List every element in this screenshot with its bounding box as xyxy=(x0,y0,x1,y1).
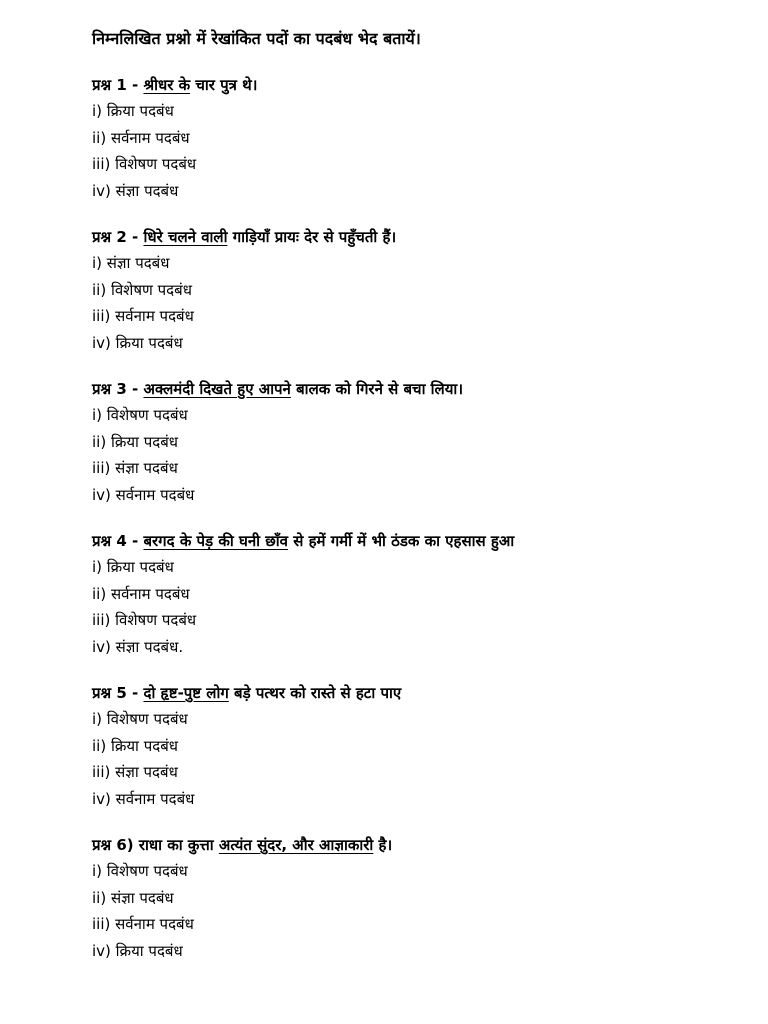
question-6 xyxy=(92,832,742,964)
question-rest: है। xyxy=(373,836,393,854)
underlined-phrase: अत्यंत सुंदर, और आज्ञाकारी xyxy=(218,836,374,854)
underlined-phrase: बरगद के पेड़ की घनी छाँव xyxy=(143,532,288,550)
underlined-phrase: अक्लमंदी दिखते हुए आपने xyxy=(143,380,291,398)
question-rest: बालक को गिरने से बचा लिया। xyxy=(290,380,463,398)
option-3: iii) विशेषण पदबंध xyxy=(92,155,197,173)
question-text xyxy=(92,72,742,98)
option-2: ii) सर्वनाम पदबंध xyxy=(92,584,190,603)
question-text xyxy=(92,680,742,706)
option-1: i) संज्ञा पदबंध xyxy=(92,254,170,272)
option-2: ii) सर्वनाम पदबंध xyxy=(92,128,190,147)
question-prefix: प्रश्न 2 - xyxy=(92,228,144,246)
option-1: i) विशेषण पदबंध xyxy=(92,862,188,880)
question-text xyxy=(92,376,742,402)
option-3: iii) संज्ञा पदबंध xyxy=(92,763,178,781)
underlined-phrase: धिरे चलने वाली xyxy=(143,228,228,246)
question-prefix: प्रश्न 5 - xyxy=(92,684,144,702)
question-rest: बड़े पत्थर को रास्ते से हटा पाए xyxy=(228,684,402,702)
question-5 xyxy=(92,680,742,812)
option-4: iv) संज्ञा पदबंध. xyxy=(92,637,184,656)
option-4: iv) संज्ञा पदबंध xyxy=(92,181,179,200)
question-prefix: प्रश्न 3 - xyxy=(92,380,144,398)
question-1 xyxy=(92,72,742,204)
question-text xyxy=(92,224,742,250)
question-text xyxy=(92,832,742,858)
option-2: ii) क्रिया पदबंध xyxy=(92,736,178,755)
option-2: ii) विशेषण पदबंध xyxy=(92,280,192,299)
underlined-phrase: दो हृष्ट-पुष्ट लोग xyxy=(143,684,229,702)
option-2: ii) संज्ञा पदबंध xyxy=(92,888,174,907)
question-rest: चार पुत्र थे। xyxy=(190,76,258,94)
option-3: iii) सर्वनाम पदबंध xyxy=(92,307,194,325)
question-3 xyxy=(92,376,742,508)
instruction-heading: निम्नलिखित प्रश्नो में रेखांकित पदों का पदबंध भेद बतायें। xyxy=(92,29,421,48)
option-4: iv) सर्वनाम पदबंध xyxy=(92,485,195,504)
question-text xyxy=(92,528,742,554)
question-prefix: प्रश्न 1 - xyxy=(92,76,144,94)
option-1: i) क्रिया पदबंध xyxy=(92,558,174,576)
option-4: iv) क्रिया पदबंध xyxy=(92,333,183,352)
question-prefix: प्रश्न 4 - xyxy=(92,532,144,550)
question-prefix: प्रश्न 6) राधा का कुत्ता xyxy=(92,836,219,854)
question-2 xyxy=(92,224,742,356)
option-4: iv) सर्वनाम पदबंध xyxy=(92,789,195,808)
option-1: i) विशेषण पदबंध xyxy=(92,710,188,728)
option-1: i) क्रिया पदबंध xyxy=(92,102,174,120)
question-rest: गाड़ियाँ प्रायः देर से पहुँचती हैं। xyxy=(227,228,397,246)
option-3: iii) संज्ञा पदबंध xyxy=(92,459,178,477)
option-4: iv) क्रिया पदबंध xyxy=(92,941,183,960)
option-2: ii) क्रिया पदबंध xyxy=(92,432,178,451)
question-rest: से हमें गर्मी में भी ठंडक का एहसास हुआ xyxy=(288,532,515,550)
underlined-phrase: श्रीधर के xyxy=(143,76,191,94)
question-4 xyxy=(92,528,742,660)
option-3: iii) सर्वनाम पदबंध xyxy=(92,915,194,933)
option-3: iii) विशेषण पदबंध xyxy=(92,611,197,629)
document-page xyxy=(92,26,742,984)
option-1: i) विशेषण पदबंध xyxy=(92,406,188,424)
